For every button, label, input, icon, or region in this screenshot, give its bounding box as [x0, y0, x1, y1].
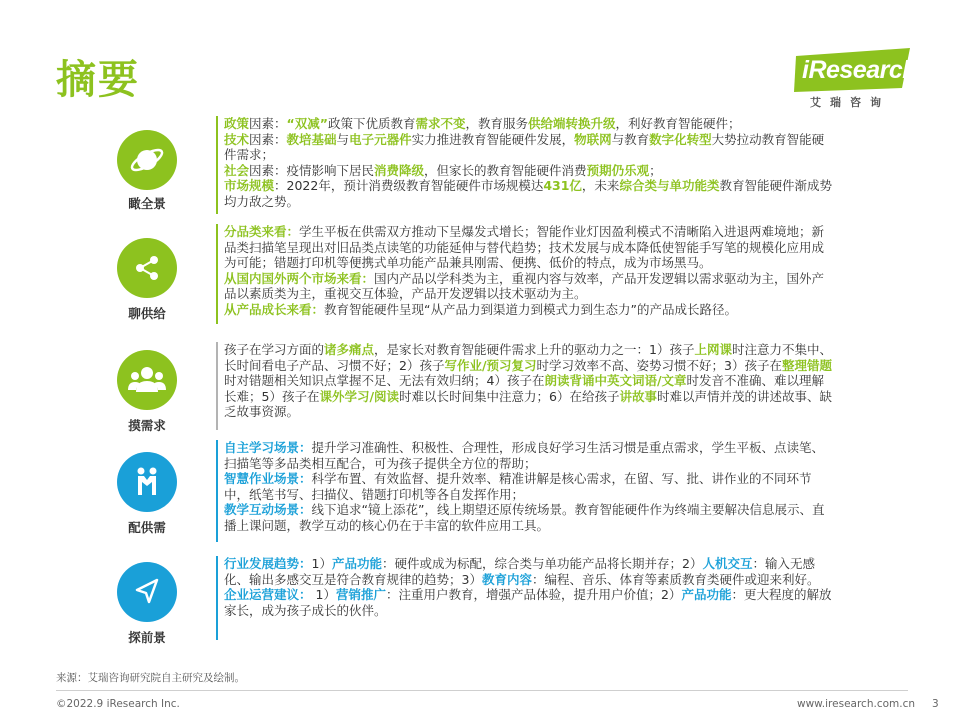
body-text: 与教育	[611, 131, 650, 147]
body-text: ，未来	[581, 178, 620, 194]
body-text: 政策下优质教育	[327, 116, 416, 131]
body-text: 1）	[311, 556, 332, 571]
body-text: 大势拉动教育智能硬件需求；	[224, 131, 825, 163]
highlight-text: 智慧作业场景：	[224, 471, 312, 487]
copyright: ©2022.9 iResearch Inc.	[56, 698, 180, 710]
highlight-text: 诸多痛点	[324, 342, 375, 357]
highlight-text: 人机交互	[702, 556, 753, 571]
users-icon	[127, 362, 167, 398]
highlight-text: 营销推广	[335, 587, 386, 603]
footer-divider	[56, 690, 908, 691]
body-text: ：2022年，预计消费级教育智能硬件市场规模达	[274, 178, 544, 194]
section-paragraph	[224, 502, 834, 533]
body-text: ：注重用户教育，增强产品体验，提升用户价值；2）	[385, 587, 682, 603]
section-body-demand	[224, 342, 834, 420]
highlight-text: 自主学习场景：	[224, 440, 312, 455]
body-text: ，是家长对教育智能硬件需求上升的驱动力之一：1）孩子	[374, 342, 695, 357]
section-divider-match	[216, 440, 218, 542]
body-text: ：硬件或成为标配，综合类与单功能产品将长期并存；2）	[381, 556, 703, 571]
highlight-text: 从产品成长来看：	[224, 301, 325, 317]
highlight-text: 从国内国外两个市场来看：	[224, 270, 375, 286]
section-divider-demand	[216, 342, 218, 430]
highlight-text: “双减”	[286, 116, 328, 131]
section-divider-outlook	[216, 556, 218, 640]
section-paragraph	[224, 178, 834, 209]
highlight-text: 社会	[224, 162, 250, 178]
body-text: 教育智能硬件呈现“从产品力到渠道力到模式力到生态力”的产品成长路径。	[324, 301, 737, 317]
body-text: 提升学习准确性、积极性、合理性，形成良好学习生活习惯是重点需求，学生平板、点读笔、扫描笔等多品类相互配合，可为孩子提供全方位的帮助；	[224, 440, 825, 471]
body-text: 1）	[311, 587, 336, 603]
body-text: ，但家长的教育智能硬件消费	[424, 162, 587, 178]
body-text: 时难以长时间集中注意力；6）在给孩子	[399, 388, 620, 404]
body-text: 国内产品以学科类为主，重视内容与效率，产品开发逻辑以需求驱动为主，国外产品以素质类为主，重视交互体验，产品开发逻辑以技术驱动为主。	[224, 270, 825, 302]
highlight-text: 需求不变	[415, 116, 466, 131]
logo-subtitle: 艾瑞咨询	[810, 96, 890, 109]
website-link[interactable]: www.iresearch.com.cn	[797, 698, 916, 710]
highlight-text: 电子元器件	[349, 131, 412, 147]
section-paragraph	[224, 224, 834, 271]
highlight-text: 教培基础	[286, 131, 337, 147]
body-text: 时注意力不集中、长时间看电子产品、习惯不好；2）孩子	[224, 342, 833, 373]
highlight-text: 市场规模	[224, 178, 275, 194]
highlight-text: 行业发展趋势：	[224, 556, 312, 571]
section-icon-circle-demand	[117, 350, 177, 410]
body-text: 线下追求“镜上添花”，线上期望还原传统场景。教育智能硬件作为终端主要解决信息展示、直播上课问题，教学互动的核心仍在于丰富的软件应用工具。	[224, 502, 825, 533]
section-icon-circle-overview	[117, 130, 177, 190]
navigation-icon	[131, 576, 163, 608]
body-text: 时学习效率不高、姿势习惯不好；3）孩子在	[536, 357, 783, 373]
body-text: 孩子在学习方面的	[224, 342, 325, 357]
highlight-text: 教学互动场景：	[224, 502, 312, 518]
section-paragraph	[224, 556, 834, 587]
highlight-text: 企业运营建议：	[224, 587, 312, 603]
section-paragraph	[224, 342, 834, 420]
section-body-outlook	[224, 556, 834, 618]
section-label-demand: 摸需求	[128, 418, 166, 433]
body-text: ，教育服务	[465, 116, 529, 131]
source-note: 来源：艾瑞咨询研究院自主研究及绘制。	[56, 672, 245, 684]
section-paragraph	[224, 163, 834, 179]
page-number: 3	[932, 698, 939, 710]
section-paragraph	[224, 471, 834, 502]
body-text: 教育智能硬件渐成势均力敌之势。	[224, 178, 832, 209]
section-icon-circle-match	[117, 452, 177, 512]
section-label-supply: 聊供给	[128, 306, 166, 321]
body-text: 因素：	[249, 116, 287, 131]
highlight-text: 供给端转换升级	[528, 116, 616, 131]
section-label-outlook: 探前景	[128, 630, 166, 645]
body-text: ：编程、音乐、体育等素质教育类硬件或迎来利好。	[531, 571, 820, 587]
section-body-match	[224, 440, 834, 534]
logo-text: iResearch	[802, 56, 918, 84]
page-title: 摘要	[56, 57, 140, 103]
section-divider-overview	[216, 116, 218, 214]
highlight-text: 写作业/预习复习	[444, 357, 537, 373]
body-text: 时难以声情并茂的讲述故事、缺乏故事资源。	[224, 388, 833, 420]
section-paragraph	[224, 302, 834, 318]
section-paragraph	[224, 271, 834, 302]
highlight-text: 431亿	[543, 178, 582, 194]
highlight-text: 分品类来看：	[224, 224, 300, 239]
section-paragraph	[224, 587, 834, 618]
highlight-text: 课外学习/阅读	[319, 388, 400, 404]
highlight-text: 讲故事	[619, 388, 658, 404]
highlight-text: 综合类与单功能类	[619, 178, 720, 194]
body-text: ：更大程度的解放家长，成为孩子成长的伙伴。	[224, 587, 832, 618]
highlight-text: 消费降级	[374, 162, 425, 178]
highlight-text: 产品功能	[331, 556, 382, 571]
planet-icon	[129, 142, 165, 178]
body-text: 与	[336, 131, 350, 147]
body-text: 实力推进教育智能硬件发展，	[411, 131, 575, 147]
section-icon-circle-outlook	[117, 562, 177, 622]
body-text: 科学布置、有效监督、提升效率、精准讲解是核心需求，在留、写、批、讲作业的不同环节中，纸笔书写、扫描仪、错题打印机等各自发挥作用；	[224, 471, 812, 502]
highlight-text: 产品功能	[681, 587, 732, 603]
highlight-text: 政策	[224, 116, 250, 131]
highlight-text: 整理错题	[782, 357, 833, 373]
body-text: 时发音不准确、难以理解长难；5）孩子在	[224, 373, 825, 404]
section-paragraph	[224, 440, 834, 471]
section-paragraph	[224, 116, 834, 132]
body-text: ：输入无感化、输出多感交互是符合教育规律的趋势；3）	[224, 556, 815, 587]
share-icon	[130, 251, 164, 285]
highlight-text: 技术	[224, 131, 250, 147]
highlight-text: 上网课	[694, 342, 733, 357]
section-label-overview: 瞰全景	[128, 196, 166, 211]
highlight-text: 物联网	[574, 131, 612, 147]
section-icon-circle-supply	[117, 238, 177, 298]
section-divider-supply	[216, 224, 218, 324]
highlight-text: 预期仍乐观	[586, 162, 650, 178]
highlight-text: 数字化转型	[649, 131, 712, 147]
body-text: 时对错题相关知识点掌握不足、无法有效归纳；4）孩子在	[224, 373, 545, 389]
body-text: ；	[649, 162, 662, 178]
section-body-overview	[224, 116, 834, 210]
body-text: ，利好教育智能硬件；	[615, 116, 741, 131]
hands-icon	[130, 465, 164, 499]
body-text: 因素：疫情影响下居民	[249, 162, 375, 178]
body-text: 学生平板在供需双方推动下呈爆发式增长；智能作业灯因盈利模式不清晰陷入进退两难境地；新品类扫描笔呈现出对旧品类点读笔的功能延伸与替代趋势；技术发展与成本降低使智能手写笔的规模化应用成为可能；错题打印机等便携式单功能产品兼具刚需、便携、低价的特点，成为市场黑马。	[224, 224, 825, 271]
section-paragraph	[224, 132, 834, 163]
body-text: 因素：	[249, 131, 287, 147]
section-body-supply	[224, 224, 834, 318]
highlight-text: 教育内容	[481, 571, 532, 587]
highlight-text: 朗读背诵中英文词语/文章	[544, 373, 687, 389]
section-label-match: 配供需	[128, 520, 166, 535]
